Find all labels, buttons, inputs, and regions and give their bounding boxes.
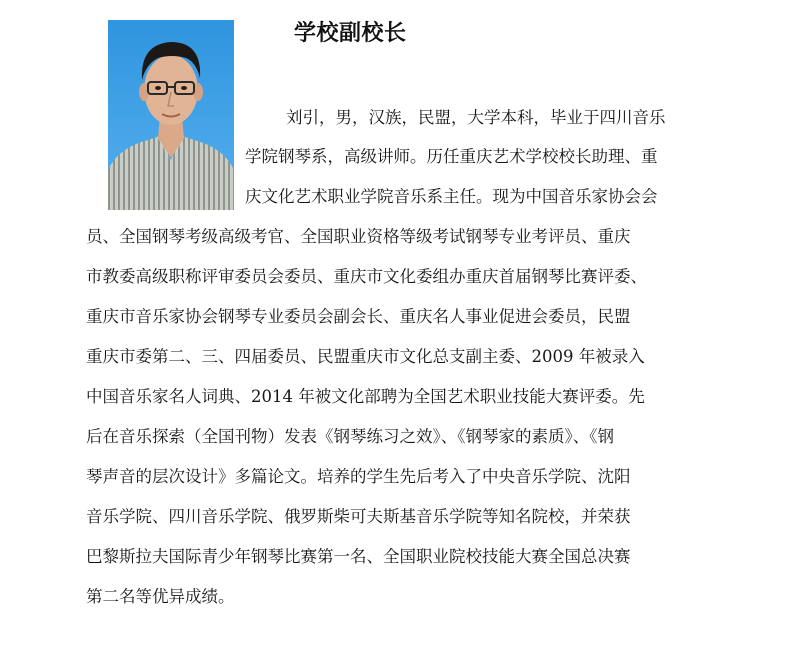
bio-line: 员、全国钢琴考级高级考官、全国职业资格等级考试钢琴专业考评员、重庆 — [86, 227, 631, 246]
portrait-photo — [108, 20, 234, 210]
bio-line: 后在音乐探索（全国刊物）发表《钢琴练习之效》、《钢琴家的素质》、《钢 — [86, 427, 614, 446]
bio-line: 庆文化艺术职业学院音乐系主任。现为中国音乐家协会会 — [245, 187, 658, 206]
bio-line: 巴黎斯拉夫国际青少年钢琴比赛第一名、全国职业院校技能大赛全国总决赛 — [86, 547, 631, 566]
bio-line: 重庆市音乐家协会钢琴专业委员会副会长、重庆名人事业促进会委员，民盟 — [86, 307, 631, 326]
page-title: 学校副校长 — [294, 20, 407, 46]
bio-line: 琴声音的层次设计》多篇论文。培养的学生先后考入了中央音乐学院、沈阳 — [86, 467, 631, 486]
bio-line: 第二名等优异成绩。 — [86, 587, 235, 606]
bio-line: 中国音乐家名人词典、2014 年被文化部聘为全国艺术职业技能大赛评委。先 — [86, 387, 645, 406]
bio-line: 音乐学院、四川音乐学院、俄罗斯柴可夫斯基音乐学院等知名院校，并荣获 — [86, 507, 631, 526]
bio-line: 重庆市委第二、三、四届委员、民盟重庆市文化总支副主委、2009 年被录入 — [86, 347, 645, 366]
bio-line: 学院钢琴系，高级讲师。历任重庆艺术学校校长助理、重 — [245, 147, 658, 166]
bio-line: 刘引，男，汉族，民盟，大学本科，毕业于四川音乐 — [286, 108, 666, 127]
bio-line: 市教委高级职称评审委员会委员、重庆市文化委组办重庆首届钢琴比赛评委、 — [86, 267, 647, 286]
